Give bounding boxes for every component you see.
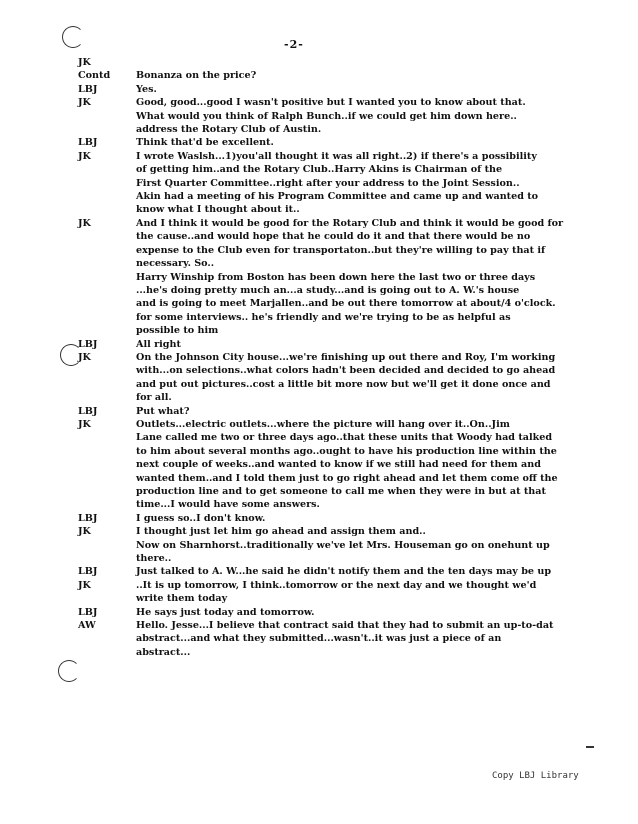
utterance-line: possible to him [136, 325, 219, 337]
utterance-text [136, 83, 623, 96]
utterance-line: write them today [136, 593, 228, 605]
library-copy-stamp: Copy LBJ Library [492, 771, 579, 781]
margin-mark [586, 746, 594, 748]
utterance-line: Harry Winship from Boston has been down here the last two or three days [136, 271, 536, 283]
punch-hole-top [62, 26, 84, 48]
transcript-entry [78, 136, 623, 149]
speaker-label: JK [78, 217, 91, 229]
utterance-line: time...I would have some answers. [136, 499, 320, 511]
utterance-text [136, 418, 623, 512]
speaker-label: LBJ [78, 405, 98, 417]
utterance-line: address the Rotary Club of Austin. [136, 124, 322, 136]
speaker-label: LBJ [78, 606, 98, 618]
utterance-text [136, 69, 623, 82]
speaker-label: LBJ [78, 338, 98, 350]
utterance-line: Put what? [136, 405, 190, 417]
transcript-entry [78, 56, 623, 69]
utterance-line: expense to the Club even for transportaton..but they're willing to pay that if [136, 244, 546, 256]
utterance-line: I thought just let him go ahead and assign them and.. [136, 526, 426, 538]
transcript-entry [78, 338, 623, 351]
utterance-text [136, 579, 623, 606]
utterance-line: He says just today and tomorrow. [136, 606, 315, 618]
utterance-text [136, 351, 623, 405]
utterance-line: On the Johnson City house...we're finishing up out there and Roy, I'm working [136, 351, 556, 363]
utterance-line: and put out pictures..cost a little bit more now but we'll get it done once and [136, 378, 551, 390]
utterance-text [136, 56, 623, 69]
utterance-line: wanted them..and I told them just to go right ahead and let them come off the [136, 472, 558, 484]
utterance-line: of getting him..and the Rotary Club..Harry Akins is Chairman of the [136, 164, 503, 176]
utterance-line: All right [136, 338, 181, 350]
transcript-entry [78, 69, 623, 82]
speaker-label: Contd [78, 70, 111, 82]
transcript-entry [78, 217, 623, 338]
utterance-line: Lane called me two or three days ago..that these units that Woody had talked [136, 432, 553, 444]
utterance-line: And I think it would be good for the Rotary Club and think it would be good for [136, 217, 564, 229]
utterance-text [136, 512, 623, 525]
utterance-line: for some interviews.. he's friendly and we're trying to be as helpful as [136, 311, 511, 323]
speaker-label: LBJ [78, 512, 98, 524]
utterance-line: First Quarter Committee..right after your address to the Joint Session.. [136, 177, 520, 189]
transcript-entry [78, 83, 623, 96]
transcript-entry [78, 525, 623, 565]
utterance-line: What would you think of Ralph Bunch..if we could get him down here.. [136, 110, 517, 122]
speaker-label: AW [78, 620, 96, 632]
utterance-line: production line and to get someone to call me when they were in but at that [136, 486, 546, 497]
transcript-entry [78, 565, 623, 578]
transcript [78, 56, 623, 659]
speaker-label: JK [78, 97, 91, 109]
speaker-label: LBJ [78, 83, 98, 95]
utterance-line: for all. [136, 392, 172, 404]
utterance-line: necessary. So.. [136, 258, 215, 270]
utterance-line: there.. [136, 553, 172, 565]
utterance-text [136, 619, 623, 659]
utterance-line: Now on Sharnhorst..traditionally we've let Mrs. Houseman go on onehunt up [136, 539, 550, 551]
transcript-entry [78, 512, 623, 525]
punch-hole-bottom [58, 660, 80, 682]
utterance-line: with...on selections..what colors hadn't been decided and decided to go ahead [136, 365, 556, 377]
speaker-label: LBJ [78, 566, 98, 578]
utterance-text [136, 525, 623, 565]
utterance-text [136, 405, 623, 418]
utterance-text [136, 150, 623, 217]
utterance-line: Akin had a meeting of his Program Committee and came up and wanted to [136, 191, 539, 203]
utterance-text [136, 136, 623, 149]
speaker-label: JK [78, 351, 91, 363]
utterance-line: know what I thought about it.. [136, 204, 300, 216]
transcript-entry [78, 351, 623, 405]
utterance-line: I guess so..I don't know. [136, 512, 266, 524]
utterance-line: Outlets...electric outlets...where the picture will hang over it..On..Jim [136, 418, 510, 430]
utterance-line [136, 56, 623, 69]
utterance-text [136, 338, 623, 351]
transcript-entry [78, 405, 623, 418]
utterance-line: the cause..and would hope that he could do it and that there would be no [136, 231, 531, 243]
transcript-entry [78, 96, 623, 136]
utterance-line: to him about several months ago..ought to have his production line within the [136, 445, 557, 457]
speaker-label: JK [78, 150, 91, 162]
utterance-line: Hello. Jesse...I believe that contract said that they had to submit an up-to-dat [136, 620, 554, 632]
utterance-line: abstract...and what they submitted...wasn't..it was just a piece of an [136, 633, 502, 645]
speaker-label: JK [78, 526, 91, 538]
transcript-entry [78, 150, 623, 217]
utterance-line: Think that'd be excellent. [136, 137, 274, 149]
page-number: -2- [284, 38, 304, 51]
speaker-label: JK [78, 418, 91, 430]
utterance-line: and is going to meet Marjallen..and be out there tomorrow at about/4 o'clock. [136, 298, 556, 310]
utterance-text [136, 96, 623, 136]
speaker-label: JK [78, 57, 91, 68]
utterance-line: Just talked to A. W...he said he didn't notify them and the ten days may be up [136, 566, 552, 578]
transcript-entry [78, 606, 623, 619]
utterance-line: ..It is up tomorrow, I think..tomorrow or the next day and we thought we'd [136, 579, 537, 591]
speaker-label: JK [78, 579, 91, 591]
utterance-line: Yes. [136, 83, 157, 95]
utterance-line: Bonanza on the price? [136, 70, 257, 82]
utterance-text [136, 606, 623, 619]
utterance-line: Good, good...good I wasn't positive but I wanted you to know about that. [136, 97, 526, 109]
transcript-entry [78, 619, 623, 659]
utterance-line: next couple of weeks..and wanted to know if we still had need for them and [136, 459, 541, 471]
utterance-line: abstract... [136, 646, 191, 658]
utterance-text [136, 217, 623, 338]
utterance-line: ...he's doing pretty much an...a study...and is going out to A. W.'s house [136, 284, 520, 296]
transcript-entry [78, 579, 623, 606]
utterance-line: I wrote Waslsh...1)you'all thought it was all right..2) if there's a possibility [136, 150, 537, 162]
transcript-entry [78, 418, 623, 512]
utterance-text [136, 565, 623, 578]
speaker-label: LBJ [78, 137, 98, 149]
